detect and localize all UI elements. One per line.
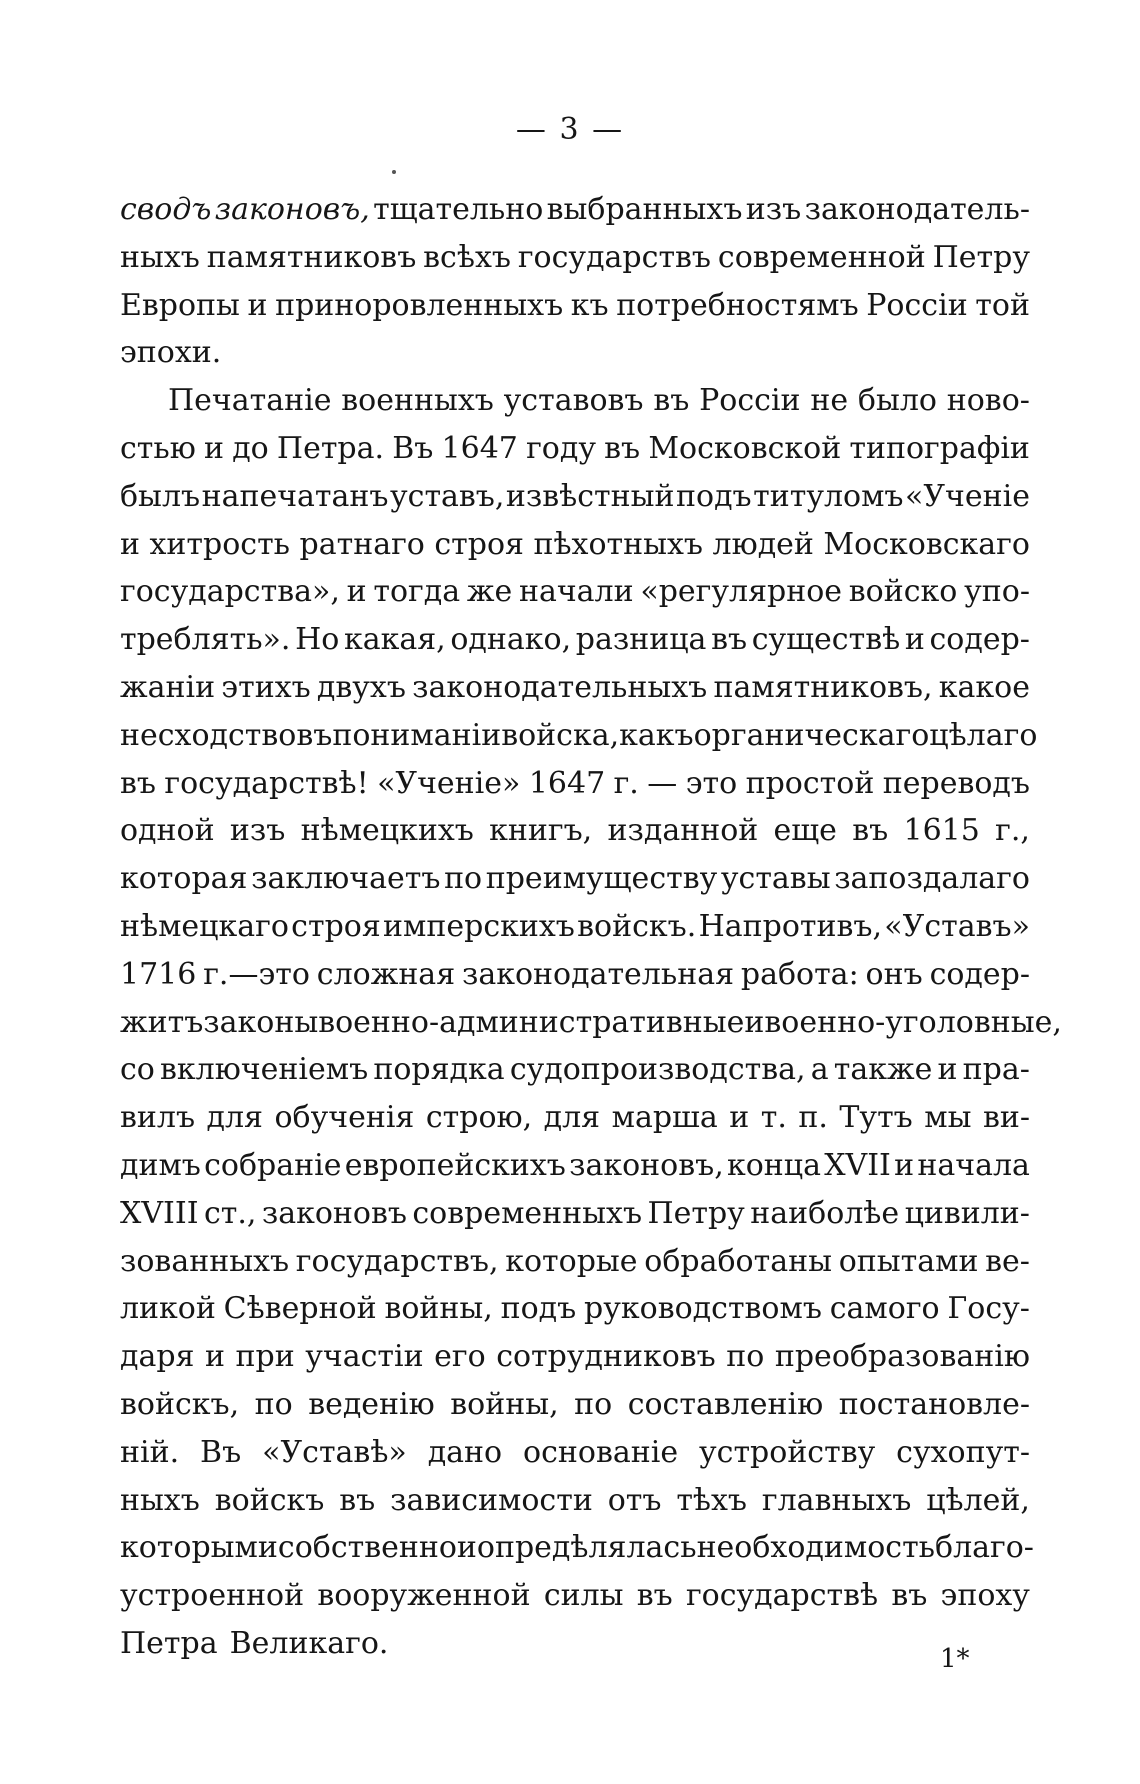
word: вилъ: [120, 1100, 196, 1136]
word: самого: [829, 1291, 940, 1327]
word: ст.,: [203, 1195, 257, 1231]
word: и: [894, 1147, 915, 1183]
word: въ: [296, 717, 333, 753]
word: подъ: [676, 478, 752, 514]
word: книгъ,: [489, 813, 593, 849]
word: и: [346, 574, 367, 610]
word: по: [444, 861, 483, 897]
word: Петра: [120, 1625, 218, 1661]
word: Московскаго: [823, 526, 1030, 562]
word: Московской: [648, 430, 842, 466]
text-line: [120, 1381, 1030, 1429]
text-line: [120, 473, 1030, 521]
word: устроенной: [120, 1578, 305, 1614]
word: было: [857, 383, 937, 419]
word: Въ: [200, 1434, 242, 1470]
word: современныхъ: [412, 1195, 643, 1231]
word: титуломъ: [753, 478, 904, 514]
text-line: [120, 1524, 1034, 1572]
text-line: [120, 1333, 1030, 1381]
word: мы: [924, 1100, 972, 1136]
word: подъ: [500, 1291, 577, 1327]
word: обработаны: [644, 1243, 832, 1279]
word: по: [574, 1386, 613, 1422]
word: одной: [120, 813, 215, 849]
word: государствъ,: [295, 1243, 499, 1279]
word: государствѣ!: [164, 765, 369, 801]
word: европейскихъ: [344, 1147, 566, 1183]
word: основаніе: [523, 1434, 679, 1470]
text-line: [120, 664, 1030, 712]
word: —: [647, 765, 678, 801]
word: силы: [543, 1578, 624, 1614]
word: военно-административные: [318, 1004, 745, 1040]
word: и: [247, 287, 268, 323]
word: законодательныхъ: [412, 669, 708, 705]
word: строю,: [425, 1100, 533, 1136]
word: цѣлаго: [929, 717, 1038, 753]
word: уставъ,: [389, 478, 505, 514]
word: ныхъ: [120, 1482, 200, 1518]
word: войскъ: [214, 1482, 325, 1518]
word: конца: [726, 1147, 821, 1183]
word: изъ: [229, 813, 286, 849]
word: уставы: [720, 861, 831, 897]
word: году: [526, 430, 596, 466]
word: законовъ: [261, 1195, 407, 1231]
word: порядка: [373, 1052, 505, 1088]
word: войны,: [450, 1386, 559, 1422]
word: преимуществу: [485, 861, 718, 897]
word: тѣхъ: [676, 1482, 748, 1518]
word: войскъ,: [120, 1386, 240, 1422]
word: сотрудниковъ: [496, 1339, 716, 1375]
text-line: [120, 1477, 1030, 1525]
word: устройству: [699, 1434, 876, 1470]
word: пра-: [962, 1052, 1030, 1088]
word: стью: [120, 430, 196, 466]
word: при: [235, 1339, 295, 1375]
word: военно-уголовные,: [764, 1004, 1062, 1040]
word: веденію: [308, 1386, 435, 1422]
word: упо-: [964, 574, 1030, 610]
word: Въ: [392, 430, 434, 466]
text-line: [120, 329, 1030, 377]
word: содер-: [929, 622, 1030, 658]
word: выбранныхъ: [546, 192, 743, 227]
word: которые: [505, 1243, 638, 1279]
word: и: [729, 1100, 750, 1136]
word: опытами: [838, 1243, 979, 1279]
word: постановле-: [838, 1386, 1030, 1422]
word: и: [120, 526, 140, 562]
word: нѣмецкаго: [120, 908, 289, 944]
word: собственно: [277, 1530, 457, 1566]
word: въ: [120, 765, 156, 801]
word: людей: [712, 526, 814, 562]
word: для: [543, 1100, 601, 1136]
word: вооруженной: [317, 1578, 531, 1614]
word: приноровленныхъ: [275, 287, 564, 323]
text-line: [120, 1190, 1030, 1238]
word: Великаго.: [229, 1625, 389, 1661]
word: хитрость: [149, 526, 291, 562]
page-number: — 3 —: [515, 112, 625, 147]
word: и: [744, 1004, 765, 1040]
word: 1716: [120, 956, 197, 992]
word: къ: [570, 287, 609, 323]
text-line: [120, 282, 1030, 330]
word: войско: [848, 574, 958, 610]
text-line: [120, 568, 1030, 616]
word: ратнаго: [299, 526, 425, 562]
word: Петра.: [276, 430, 385, 466]
word: несходство: [120, 717, 297, 753]
word: цивили-: [904, 1195, 1030, 1231]
text-line: [120, 377, 1030, 425]
word: Европы: [120, 287, 240, 323]
text-line: [120, 807, 1030, 855]
word: Напротивъ,: [698, 908, 882, 944]
word: г.: [613, 765, 639, 801]
word: пониманіи: [332, 717, 502, 753]
word: законы: [203, 1004, 319, 1040]
text-line: [120, 903, 1030, 951]
word: же: [466, 574, 513, 610]
word: треблять».: [120, 622, 291, 658]
word: государствѣ: [685, 1578, 879, 1614]
word: и: [937, 1052, 958, 1088]
word: п.: [798, 1100, 828, 1136]
word: начали: [518, 574, 634, 610]
text-line: [120, 760, 1030, 808]
word: памятниковъ,: [713, 669, 933, 705]
word: главныхъ: [761, 1482, 912, 1518]
text-line: [120, 999, 1062, 1047]
word: запоздалаго: [834, 861, 1030, 897]
word: въ: [636, 1578, 673, 1614]
body-text: [120, 186, 1062, 1668]
word: и: [904, 622, 925, 658]
word: 1647: [441, 430, 518, 466]
text-line: [120, 1142, 1030, 1190]
word: участіи: [305, 1339, 424, 1375]
word: Петру: [647, 1195, 745, 1231]
word: руководствомъ: [584, 1291, 822, 1327]
word: въ: [653, 383, 690, 419]
text-line: [120, 186, 1030, 234]
word: онъ: [865, 956, 923, 992]
word: зованныхъ: [120, 1243, 290, 1279]
word: г.,: [995, 813, 1030, 849]
word: со: [120, 1052, 155, 1088]
signature-mark: 1*: [940, 1644, 970, 1674]
word: «Уставъ»: [884, 908, 1030, 944]
text-line: [120, 1429, 1030, 1477]
word: 1615: [903, 813, 980, 849]
word: изданной: [607, 813, 759, 849]
word: и: [204, 430, 225, 466]
word: тщательно: [373, 192, 544, 227]
word: войска,: [501, 717, 620, 753]
word: войны,: [384, 1291, 493, 1327]
word: и: [456, 1530, 477, 1566]
word: нѣмецкихъ: [300, 813, 474, 849]
word: изъ: [745, 192, 802, 227]
word: заключаетъ: [251, 861, 441, 897]
word: г.—это: [203, 956, 310, 992]
word: которая: [120, 861, 248, 897]
word: какая,: [343, 622, 446, 658]
word: пѣхотныхъ: [533, 526, 704, 562]
word: въ: [604, 430, 641, 466]
text-line: [120, 1094, 1030, 1142]
word: преобразованію: [774, 1339, 1030, 1375]
word: «Ученіе»: [377, 765, 521, 801]
word: XVIII: [120, 1195, 199, 1231]
word: зависимости: [390, 1482, 593, 1518]
word: законовъ,: [214, 192, 370, 227]
word: житъ: [120, 1004, 204, 1040]
word: сводъ: [120, 192, 212, 227]
word: военныхъ: [341, 383, 494, 419]
word: опредѣлялась: [476, 1530, 697, 1566]
word: еще: [773, 813, 837, 849]
word: въ: [852, 813, 889, 849]
word: какое: [938, 669, 1030, 705]
word: войскъ.: [577, 908, 697, 944]
word: ныхъ: [120, 239, 200, 275]
word: это: [685, 765, 738, 801]
word: ве-: [985, 1243, 1030, 1279]
word: собраніе: [204, 1147, 342, 1183]
print-speck: [392, 170, 396, 174]
word: «Ученіе: [905, 478, 1030, 514]
word: жаніи: [120, 669, 216, 705]
word: дано: [427, 1434, 503, 1470]
word: современной: [717, 239, 926, 275]
word: судопроизводства,: [509, 1052, 806, 1088]
word: а: [810, 1052, 829, 1088]
word: органическаго: [693, 717, 930, 753]
word: Россіи: [699, 383, 801, 419]
word: включеніемъ: [160, 1052, 369, 1088]
word: тогда: [373, 574, 461, 610]
text-line: [120, 712, 1038, 760]
word: существѣ: [751, 622, 901, 658]
word: марша: [611, 1100, 718, 1136]
text-line: [120, 951, 1030, 999]
word: сухопут-: [896, 1434, 1030, 1470]
text-line: [120, 855, 1030, 903]
word: простой: [745, 765, 875, 801]
word: строя: [291, 908, 381, 944]
word: Петру: [932, 239, 1030, 275]
word: необходимость: [696, 1530, 936, 1566]
word: эпоху: [940, 1578, 1030, 1614]
word: былъ: [120, 478, 201, 514]
word: XVII: [824, 1147, 891, 1183]
word: Печатаніе: [168, 383, 332, 419]
word: разница: [575, 622, 707, 658]
word: «Уставѣ»: [262, 1434, 407, 1470]
word: государства»,: [120, 574, 340, 610]
text-line: [120, 1572, 1030, 1620]
word: Сѣверной: [223, 1291, 377, 1327]
word: по: [726, 1339, 765, 1375]
word: законодатель-: [804, 192, 1030, 227]
word: всѣхъ: [423, 239, 511, 275]
word: двухъ: [316, 669, 406, 705]
word: и: [205, 1339, 226, 1375]
text-line: [120, 1285, 1030, 1333]
word: имперскихъ: [383, 908, 575, 944]
word: Госу-: [947, 1291, 1030, 1327]
text-line: [120, 1046, 1030, 1094]
word: обученія: [274, 1100, 415, 1136]
word: составленію: [627, 1386, 824, 1422]
word: эпохи.: [120, 335, 222, 371]
word: типографіи: [849, 430, 1030, 466]
word: въ: [339, 1482, 376, 1518]
word: работа:: [740, 956, 859, 992]
word: ликой: [120, 1291, 216, 1327]
word: сложная: [316, 956, 456, 992]
word: ній.: [120, 1434, 180, 1470]
text-line: [120, 616, 1030, 664]
word: по: [254, 1386, 293, 1422]
word: ново-: [946, 383, 1030, 419]
text-line: [120, 521, 1030, 569]
word: благо-: [935, 1530, 1034, 1566]
word: отъ: [607, 1482, 662, 1518]
word: строя: [434, 526, 524, 562]
word: Тутъ: [839, 1100, 913, 1136]
word: его: [434, 1339, 486, 1375]
word: цѣлей,: [926, 1482, 1030, 1518]
word: димъ: [120, 1147, 201, 1183]
text-line: [120, 1620, 1030, 1668]
word: памятниковъ: [206, 239, 417, 275]
word: т.: [760, 1100, 787, 1136]
word: уставовъ: [503, 383, 644, 419]
word: законовъ,: [569, 1147, 724, 1183]
word: той: [975, 287, 1030, 323]
word: до: [232, 430, 269, 466]
word: не: [810, 383, 849, 419]
word: однако,: [450, 622, 572, 658]
word: государствъ: [517, 239, 712, 275]
word: для: [206, 1100, 263, 1136]
word: Но: [295, 622, 340, 658]
word: также: [833, 1052, 933, 1088]
word: законодательная: [461, 956, 735, 992]
word: наиболѣе: [750, 1195, 900, 1231]
word: начала: [917, 1147, 1030, 1183]
word: которыми: [120, 1530, 278, 1566]
word: даря: [120, 1339, 195, 1375]
text-line: [120, 1238, 1030, 1286]
word: напечатанъ: [201, 478, 389, 514]
text-line: [120, 425, 1030, 473]
word: этихъ: [221, 669, 311, 705]
word: переводъ: [882, 765, 1030, 801]
word: какъ: [619, 717, 694, 753]
text-line: [120, 234, 1030, 282]
word: ви-: [982, 1100, 1030, 1136]
word: въ: [711, 622, 748, 658]
word: Россіи: [866, 287, 968, 323]
word: содер-: [929, 956, 1030, 992]
word: 1647: [528, 765, 606, 801]
word: потребностямъ: [616, 287, 859, 323]
word: «регулярное: [640, 574, 843, 610]
word: извѣстный: [505, 478, 675, 514]
word: въ: [891, 1578, 928, 1614]
